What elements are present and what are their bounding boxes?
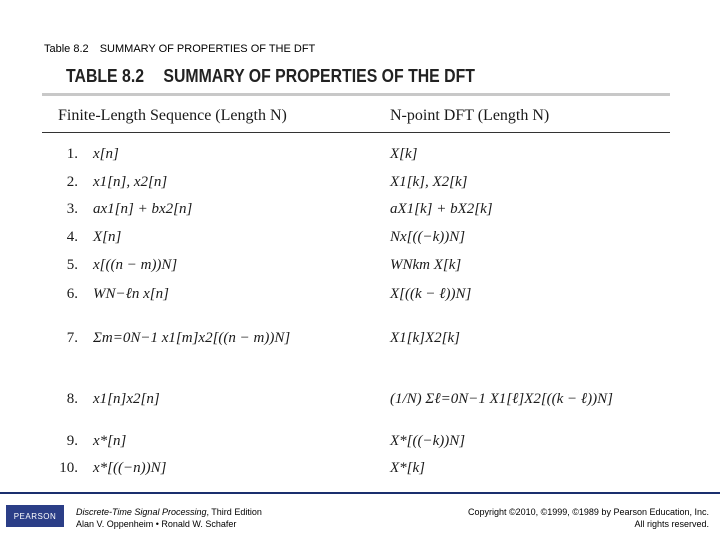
slide-title-text: SUMMARY OF PROPERTIES OF THE DFT xyxy=(99,43,316,55)
row-index: 4. xyxy=(66,229,78,245)
row-index: 5. xyxy=(66,257,78,273)
row-sequence: X[n] xyxy=(93,229,122,245)
row-sequence: x*[n] xyxy=(93,433,127,449)
row-index: 3. xyxy=(66,201,78,217)
table-heading-number: TABLE 8.2 xyxy=(66,66,145,86)
row-sequence: x1[n], x2[n] xyxy=(93,174,168,190)
copyright-notice xyxy=(468,506,709,530)
slide-title-number: Table 8.2 xyxy=(44,43,89,55)
column-header-sequence: Finite-Length Sequence (Length N) xyxy=(58,107,287,124)
book-authors: Alan V. Oppenheim • Ronald W. Schafer xyxy=(76,519,237,529)
row-sequence: x1[n]x2[n] xyxy=(93,391,160,407)
row-index: 1. xyxy=(66,146,78,162)
row-index: 8. xyxy=(66,391,78,407)
row-dft: WNkm X[k] xyxy=(390,257,462,273)
row-sequence: x[((n − m))N] xyxy=(93,257,178,273)
footer-rule xyxy=(0,492,720,494)
row-dft: Nx[((−k))N] xyxy=(390,229,466,245)
row-dft: X*[((−k))N] xyxy=(390,433,466,449)
row-index: 6. xyxy=(66,286,78,302)
row-index: 7. xyxy=(66,330,78,346)
row-index: 2. xyxy=(66,174,78,190)
row-sequence: ax1[n] + bx2[n] xyxy=(93,201,193,217)
row-sequence: WN−ℓn x[n] xyxy=(93,286,169,302)
slide-title xyxy=(44,43,315,55)
row-dft: X[((k − ℓ))N] xyxy=(390,286,472,302)
row-index: 9. xyxy=(66,433,78,449)
row-dft: (1/N) Σℓ=0N−1 X1[ℓ]X2[((k − ℓ))N] xyxy=(390,391,614,407)
row-dft: X1[k], X2[k] xyxy=(390,174,468,190)
row-dft: X1[k]X2[k] xyxy=(390,330,460,346)
column-header-dft: N-point DFT (Length N) xyxy=(390,107,550,124)
row-dft: X*[k] xyxy=(390,460,425,476)
row-sequence: x[n] xyxy=(93,146,119,162)
book-credit xyxy=(76,506,262,530)
book-title: Discrete-Time Signal Processing xyxy=(76,507,207,517)
table-heading-text: SUMMARY OF PROPERTIES OF THE DFT xyxy=(163,66,475,86)
rights-text: All rights reserved. xyxy=(634,519,709,529)
header-rule xyxy=(42,132,670,133)
row-sequence: x*[((−n))N] xyxy=(93,460,167,476)
row-index: 10. xyxy=(59,460,78,476)
heading-divider xyxy=(42,93,670,96)
row-sequence: Σm=0N−1 x1[m]x2[((n − m))N] xyxy=(93,330,291,346)
row-dft: X[k] xyxy=(390,146,418,162)
book-edition: , Third Edition xyxy=(206,507,262,517)
row-dft: aX1[k] + bX2[k] xyxy=(390,201,493,217)
copyright-text: Copyright ©2010, ©1999, ©1989 by Pearson Education, Inc. xyxy=(467,507,709,517)
pearson-logo: PEARSON xyxy=(6,505,64,527)
table-heading xyxy=(66,66,475,87)
